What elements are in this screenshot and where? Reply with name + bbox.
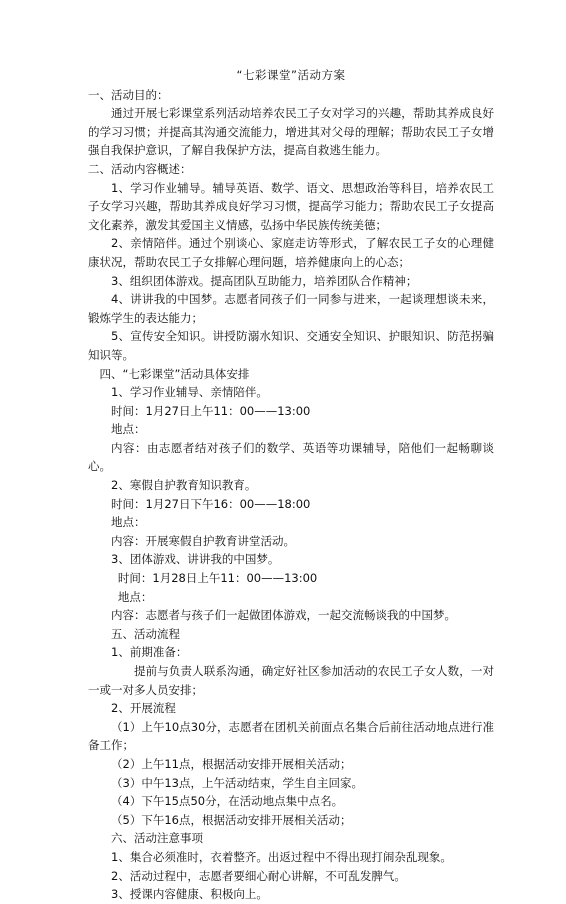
list-item: 2、开展流程 — [111, 701, 176, 716]
paragraph: 5、宣传安全知识。讲授防溺水知识、交通安全知识、护眼知识、防范拐骗知识等。 — [88, 329, 494, 362]
section-heading: 六、活动注意事项 — [111, 831, 203, 846]
schedule-place: 地点： — [111, 515, 146, 530]
section-heading: 一、活动目的： — [88, 87, 169, 102]
paragraph: 2、亲情陪伴。通过个别谈心、家庭走访等形式，了解农民工子女的心理健康状况，帮助农民工子女排解心理问题，培养健康向上的心态； — [88, 236, 494, 269]
list-item: 1、集合必须准时，衣着整齐。出返过程中不得出现打闹杂乱现象。 — [111, 849, 452, 864]
paragraph: 1、学习作业辅导。辅导英语、数学、语文、思想政治等科目，培养农民工子女学习兴趣，帮助其养成良好学习习惯，提高学习能力；帮助农民工子女提高文化素养，激发其爱国主义情感，弘扬中华民族传统美德； — [88, 180, 494, 232]
schedule-content: 内容：由志愿者结对孩子们的数学、英语等功课辅导，陪他们一起畅聊谈心。 — [88, 440, 494, 474]
list-item: 1、学习作业辅导、亲情陪伴。 — [111, 385, 268, 400]
list-item: （1）上午10点30分，志愿者在团机关前面点名集合后前往活动地点进行准备工作； — [88, 719, 494, 753]
schedule-content: 内容：开展寒假自护教育讲堂活动。 — [111, 533, 295, 548]
list-item: 3、团体游戏、讲讲我的中国梦。 — [111, 552, 280, 567]
document-title: “七彩课堂”活动方案 — [236, 68, 346, 82]
schedule-place: 地点： — [111, 422, 146, 437]
paragraph: 4、讲讲我的中国梦。志愿者同孩子们一同参与进来，一起谈理想谈未来，锻炼学生的表达能力； — [88, 292, 494, 325]
list-item: 1、前期准备： — [111, 645, 188, 660]
list-item: 3、授课内容健康、积极向上。 — [111, 887, 268, 902]
list-item: （5）下午16点，根据活动安排开展相关活动； — [111, 812, 352, 827]
list-item: （3）中午13点，上午活动结束，学生自主回家。 — [111, 775, 363, 790]
schedule-content: 内容：志愿者与孩子们一起做团体游戏，一起交流畅谈我的中国梦。 — [111, 608, 456, 623]
list-item: （4）下午15点50分，在活动地点集中点名。 — [111, 794, 344, 809]
section-heading: 二、活动内容概述： — [88, 161, 192, 176]
list-item: （2）上午11点，根据活动安排开展相关活动； — [111, 756, 352, 771]
schedule-time: 时间：1月28日上午11：00——13:00 — [117, 571, 318, 586]
schedule-time: 时间：1月27日上午11：00——13:00 — [111, 403, 311, 418]
section-heading: 四、“七彩课堂”活动具体安排 — [99, 366, 250, 381]
list-item: 2、活动过程中，志愿者要细心耐心讲解，不可乱发脾气。 — [111, 868, 406, 883]
list-item: 2、寒假自护教育知识教育。 — [111, 478, 257, 493]
paragraph: 通过开展七彩课堂系列活动培养农民工子女对学习的兴趣，帮助其养成良好的学习习惯；并提高其沟通交流能力，增进其对父母的理解；帮助农民工子女增强自我保护意识，了解自我保护方法，提高自救逃生能力。 — [88, 106, 494, 158]
paragraph: 提前与负责人联系沟通，确定好社区参加活动的农民工子女人数，一对一或一对多人员安排； — [88, 664, 494, 697]
paragraph: 3、组织团体游戏。提高团队互助能力，培养团队合作精神； — [111, 273, 418, 288]
section-heading: 五、活动流程 — [111, 626, 180, 641]
schedule-place: 地点： — [117, 589, 153, 604]
schedule-time: 时间：1月27日下午16：00——18:00 — [111, 496, 311, 511]
